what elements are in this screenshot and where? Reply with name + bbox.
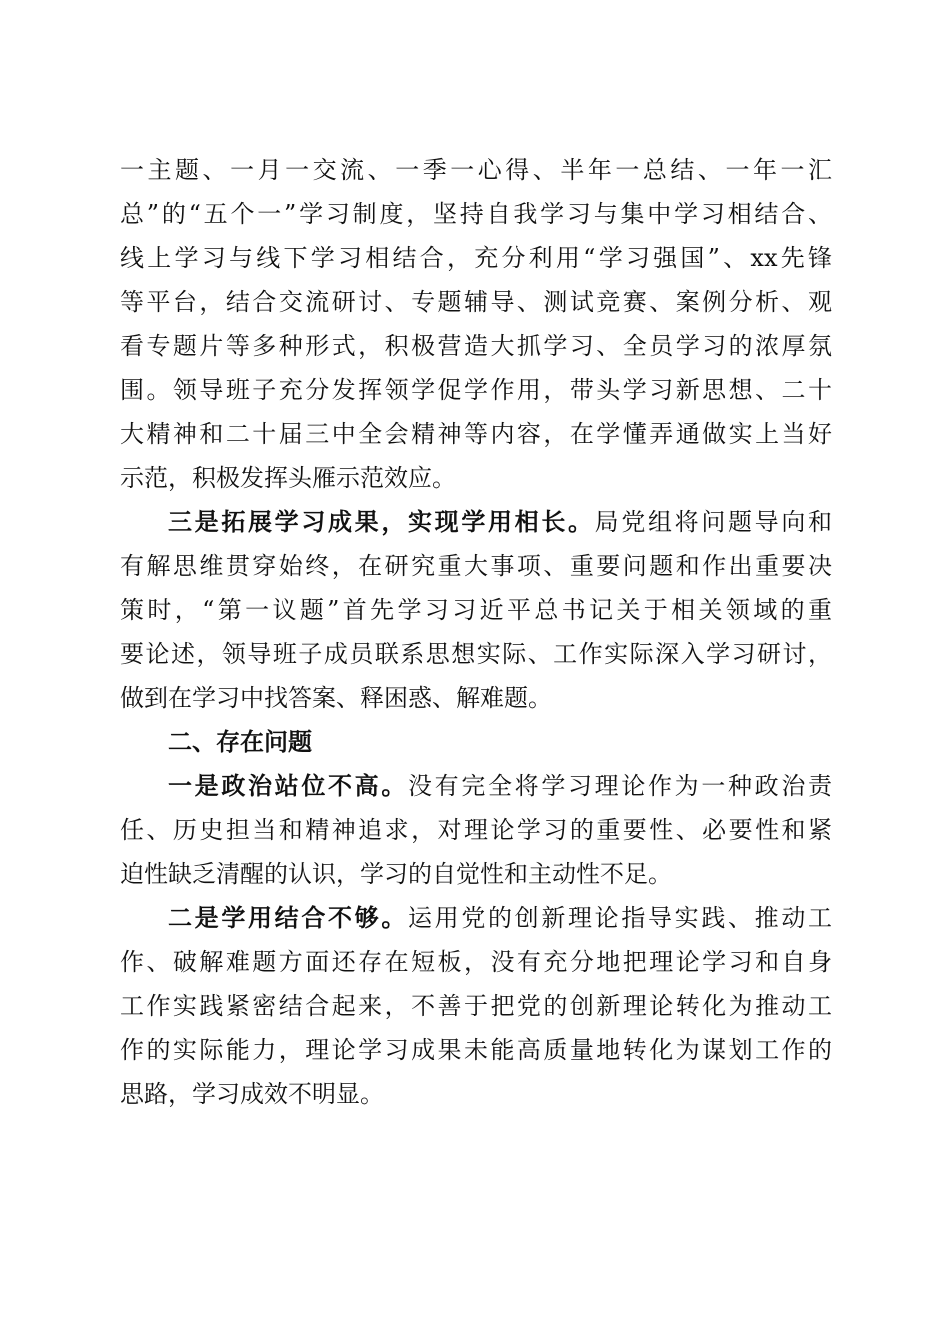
paragraph-first-rest: 没有完全将学习理论作为一种政治责 [408, 772, 832, 800]
text-line: 示范，积极发挥头雁示范效应。 [120, 464, 456, 492]
text-line: 作、破解难题方面还存在短板，没有充分地把理论学习和自身 [120, 948, 832, 976]
paragraph-lead: 一是政治站位不高。 [168, 772, 408, 800]
paragraph-lead: 二是学用结合不够。 [168, 904, 408, 932]
paragraph-study-application [120, 896, 832, 1116]
paragraph-political-stance [120, 764, 832, 896]
text-line: 围。领导班子充分发挥领学促学作用，带头学习新思想、二十 [120, 376, 832, 404]
paragraph-expand-results [120, 500, 832, 720]
section-heading-problems [120, 720, 832, 764]
text-line: 任、历史担当和精神追求，对理论学习的重要性、必要性和紧 [120, 816, 832, 844]
text-line: 工作实践紧密结合起来，不善于把党的创新理论转化为推动工 [120, 992, 832, 1020]
text-line: 大精神和二十届三中全会精神等内容，在学懂弄通做实上当好 [120, 420, 832, 448]
text-line: 一主题、一月一交流、一季一心得、半年一总结、一年一汇 [120, 156, 832, 184]
text-line: 做到在学习中找答案、释困惑、解难题。 [120, 684, 552, 712]
paragraph-lead: 三是拓展学习成果，实现学用相长。 [168, 508, 595, 536]
text-line-first [120, 896, 832, 940]
section-heading: 二、存在问题 [168, 728, 312, 756]
text-line: 总”的“五个一”学习制度，坚持自我学习与集中学习相结合、 [120, 200, 832, 228]
text-line-first [120, 764, 832, 808]
text-line: 线上学习与线下学习相结合，充分利用“学习强国”、xx先锋 [120, 244, 832, 272]
text-line: 策时，“第一议题”首先学习习近平总书记关于相关领域的重 [120, 596, 832, 624]
text-line: 要论述，领导班子成员联系思想实际、工作实际深入学习研讨， [120, 640, 832, 668]
text-line: 等平台，结合交流研讨、专题辅导、测试竞赛、案例分析、观 [120, 288, 832, 316]
text-line: 思路，学习成效不明显。 [120, 1080, 384, 1108]
text-line: 迫性缺乏清醒的认识，学习的自觉性和主动性不足。 [120, 860, 672, 888]
text-line-first [120, 500, 832, 544]
text-line: 作的实际能力，理论学习成果未能高质量地转化为谋划工作的 [120, 1036, 832, 1064]
paragraph-first-rest: 运用党的创新理论指导实践、推动工 [408, 904, 832, 932]
paragraph-first-rest: 局党组将问题导向和 [594, 508, 833, 536]
paragraph-study-system [120, 148, 832, 500]
text-line: 有解思维贯穿始终，在研究重大事项、重要问题和作出重要决 [120, 552, 832, 580]
document-body [120, 148, 832, 1116]
text-line: 看专题片等多种形式，积极营造大抓学习、全员学习的浓厚氛 [120, 332, 832, 360]
